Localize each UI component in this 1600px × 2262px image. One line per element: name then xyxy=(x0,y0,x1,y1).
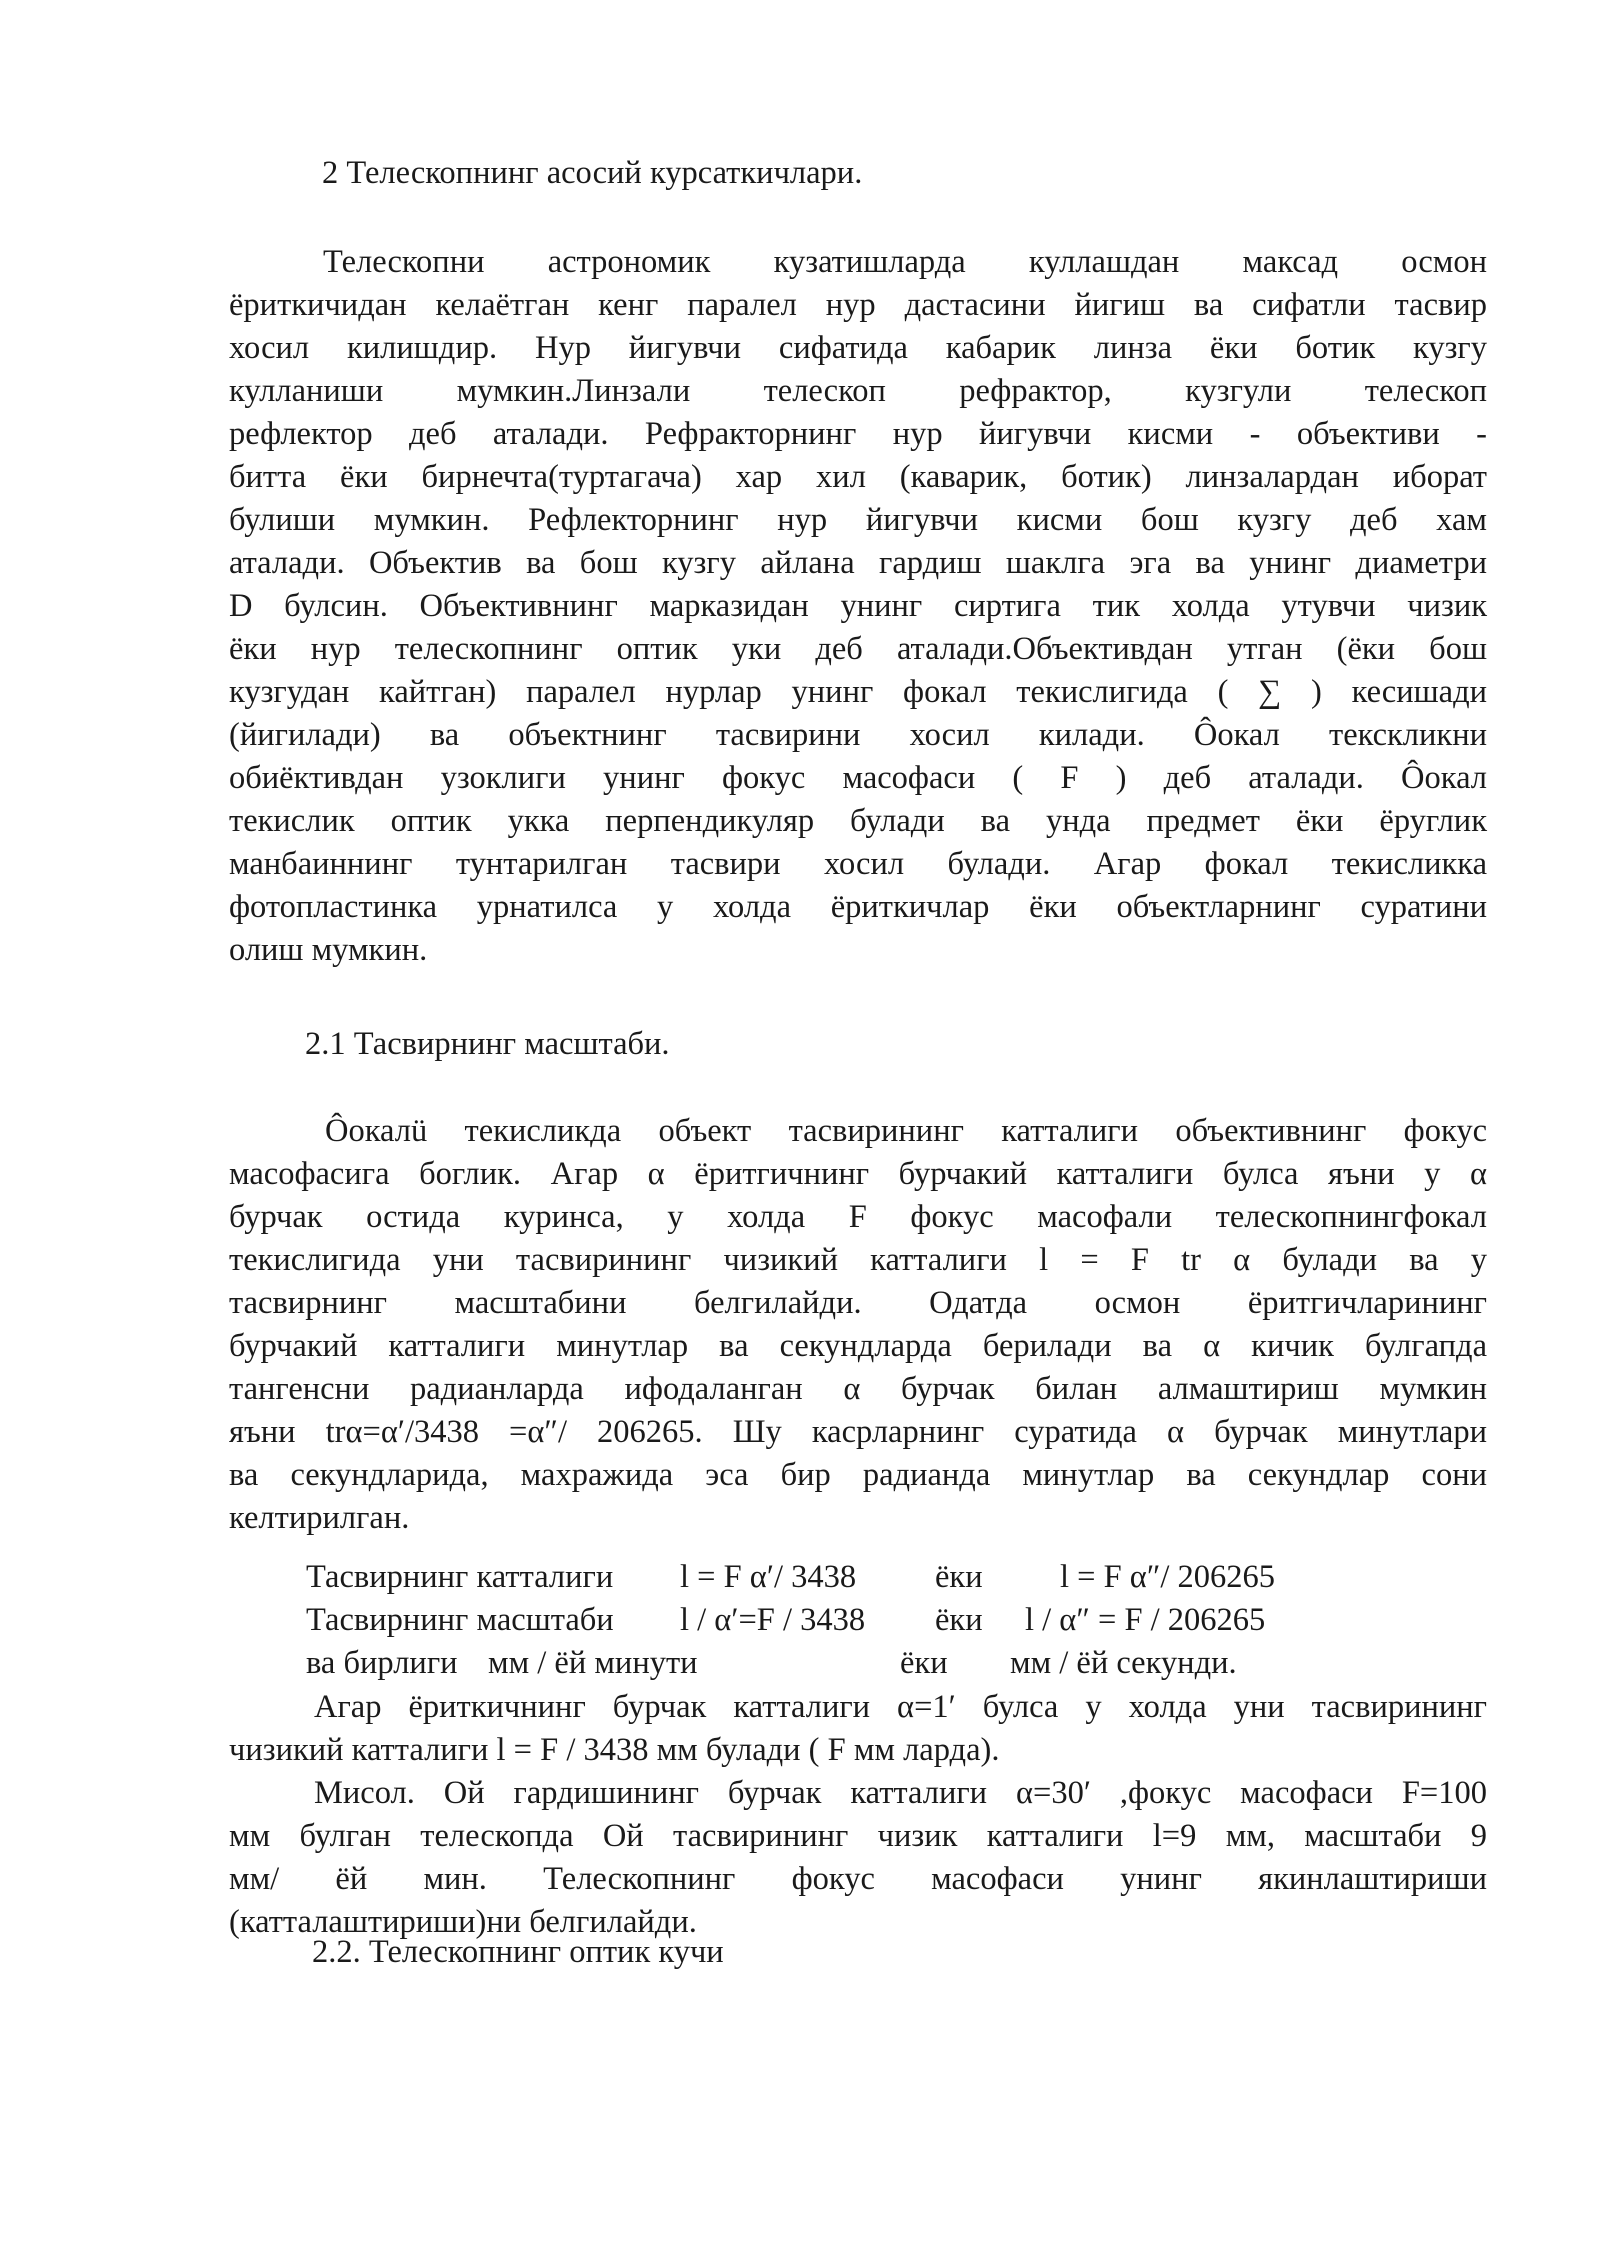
text-line: Телескопни астрономик кузатишларда куллашдан максад осмон xyxy=(323,244,1487,280)
text-line: манбаиннинг тунтарилган тасвири хосил булади. Агар фокал текисликка xyxy=(229,846,1487,882)
text-line: бурчак остида куринса, у холда F фокус масофали телескопнингфокал xyxy=(229,1199,1487,1235)
text-line: хосил килишдир. Нур йигувчи сифатида кабарик линза ёки ботик кузгу xyxy=(229,330,1487,366)
text-line: рефлектор деб аталади. Рефракторнинг нур йигувчи кисми - объективи - xyxy=(229,416,1487,452)
text-line: аталади. Объектив ва бош кузгу айлана гардиш шаклга эга ва унинг диаметри xyxy=(229,545,1487,581)
paragraph-scale xyxy=(229,1110,1487,1540)
formula-or: ёки xyxy=(900,1645,948,1681)
text-line: чизикий катталиги l = F / 3438 мм булади ( F мм ларда). xyxy=(229,1732,1000,1768)
formula-left: мм / ёй минути xyxy=(488,1645,698,1681)
text-line: кулланиши мумкин.Линзали телескоп рефрактор, кузгули телескоп xyxy=(229,373,1487,409)
text-line: тангенсни радианларда ифодаланган α бурчак билан алмаштириш мумкин xyxy=(229,1371,1487,1407)
section-heading-2-2: 2.2. Телескопнинг оптик кучи xyxy=(312,1934,724,1970)
formula-right: мм / ёй секунди. xyxy=(1010,1645,1237,1681)
formula-label: Тасвирнинг масштаби xyxy=(306,1602,614,1638)
formula-label: ва бирлиги xyxy=(306,1645,458,1681)
text-line: бурчакий катталиги минутлар ва секундларда берилади ва α кичик булгапда xyxy=(229,1328,1487,1364)
paragraph-intro xyxy=(229,241,1487,972)
text-line: Ôокалü текисликда объект тасвирининг катталиги объективнинг фокус xyxy=(325,1113,1487,1149)
text-line: текислигида уни тасвирининг чизикий катталиги l = F tr α булади ва у xyxy=(229,1242,1487,1278)
text-line: масофасига боглик. Агар α ёритгичнинг бурчакий катталиги булса яъни у α xyxy=(229,1156,1487,1192)
formula-right: l / α″ = F / 206265 xyxy=(1025,1602,1266,1638)
text-line: битта ёки бирнечта(туртагача) хар хил (каварик, ботик) линзалардан иборат xyxy=(229,459,1487,495)
text-line: (йигилади) ва объектнинг тасвирини хосил килади. Ôокал текскликни xyxy=(229,717,1487,753)
text-line: Агар ёриткичнинг бурчак катталиги α=1′ булса у холда уни тасвирининг xyxy=(314,1689,1487,1725)
text-line: фотопластинка урнатилса у холда ёриткичлар ёки объектларнинг суратини xyxy=(229,889,1487,925)
text-line: D булсин. Объективнинг марказидан унинг сиртига тик холда утувчи чизик xyxy=(229,588,1487,624)
formula-or: ёки xyxy=(935,1559,983,1595)
text-line: обиёктивдан узоклиги унинг фокус масофаси ( F ) деб аталади. Ôокал xyxy=(229,760,1487,796)
text-line: тасвирнинг масштабини белгилайди. Одатда осмон ёритгичларининг xyxy=(229,1285,1487,1321)
section-heading-2-1: 2.1 Тасвирнинг масштаби. xyxy=(305,1026,670,1062)
text-line: Мисол. Ой гардишининг бурчак катталиги α=30′ ,фокус масофаси F=100 xyxy=(314,1775,1487,1811)
text-line: кузгудан кайтган) паралел нурлар унинг фокал текислигида ( ∑ ) кесишади xyxy=(229,674,1487,710)
text-line: мм/ ёй мин. Телескопнинг фокус масофаси унинг якинлаштириши xyxy=(229,1861,1487,1897)
text-line: мм булган телескопда Ой тасвирининг чизик катталиги l=9 мм, масштаби 9 xyxy=(229,1818,1487,1854)
formula-or: ёки xyxy=(935,1602,983,1638)
formula-label: Тасвирнинг катталиги xyxy=(306,1559,614,1595)
formula-right: l = F α″/ 206265 xyxy=(1060,1559,1276,1595)
text-line: яъни trα=α′/3438 =α″/ 206265. Шу касрларнинг суратида α бурчак минутлари xyxy=(229,1414,1487,1450)
text-line: ёки нур телескопнинг оптик уки деб аталади.Объективдан утган (ёки бош xyxy=(229,631,1487,667)
paragraph-example-2 xyxy=(229,1772,1487,1944)
text-line: (катталаштириши)ни белгилайди. xyxy=(229,1904,697,1940)
text-line: келтирилган. xyxy=(229,1500,410,1536)
section-heading-2: 2 Телескопнинг асосий курсаткичлари. xyxy=(322,155,863,191)
paragraph-example-1 xyxy=(229,1686,1487,1772)
formula-left: l / α′=F / 3438 xyxy=(680,1602,866,1638)
text-line: текислик оптик укка перпендикуляр булади ва унда предмет ёки ёруглик xyxy=(229,803,1487,839)
text-line: олиш мумкин. xyxy=(229,932,428,968)
text-line: булиши мумкин. Рефлекторнинг нур йигувчи кисми бош кузгу деб хам xyxy=(229,502,1487,538)
text-line: ёриткичидан келаётган кенг паралел нур дастасини йигиш ва сифатли тасвир xyxy=(229,287,1487,323)
text-line: ва секундларида, махражида эса бир радианда минутлар ва секундлар сони xyxy=(229,1457,1487,1493)
formula-left: l = F α′/ 3438 xyxy=(680,1559,857,1595)
